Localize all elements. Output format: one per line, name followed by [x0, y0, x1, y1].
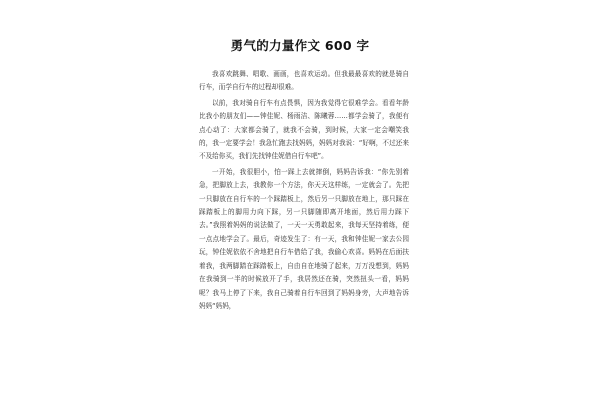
paragraph-3: 一开始，我很胆小，怕一踩上去就摔倒，妈妈告诉我：“你先别着急，把脚放上去，我教你一个方法，你天天这样练，一定就会了。先把一只脚放在自行车的一个踩踏板上，然后另一只脚放在地上，那只踩在踩踏板上的脚用力向下踩，另一只脚随即离开地面，然后用力踩下去。”我照着妈妈的说法做了，一天一天勇敢起来，我每天坚持着练，便一点点地学会了。最后，奇迹发生了：有一天，我和钟佳妮一家去公园玩，钟佳妮依依不舍地把自行车借给了我，我偷心欢喜。妈妈在后面扶着我，我两脚踏在踩踏板上，自由自在地骑了起来，万万没想到，妈妈在我骑到一半的时候放开了手，我居然还在骑，突然扭头一看，妈妈呢？我马上停了下来，我自己骑着自行车回到了妈妈身旁，大声地告诉妈妈“妈妈，	[199, 167, 409, 310]
essay-body	[199, 68, 409, 315]
paragraph-2: 以前，我对骑自行车有点畏惧，因为我觉得它很难学会。看看年龄比我小的朋友们——钟佳妮、杨雨洁、陈曦蓉……都学会骑了，我便有点心动了：大家都会骑了，就我不会骑，到时候，大家一定会嘲笑我的，我一定要学会！我急忙跑去找妈妈，妈妈对我说：“好啊，不过还来不及给你买，我们先找钟佳妮借自行车吧”。	[199, 98, 409, 161]
essay-title: 勇气的力量作文 600 字	[230, 38, 370, 53]
paragraph-1: 我喜欢跳舞、唱歌、画画，也喜欢运动。但我最最喜欢的就是骑自行车，而学自行车的过程却很难。	[199, 70, 409, 92]
